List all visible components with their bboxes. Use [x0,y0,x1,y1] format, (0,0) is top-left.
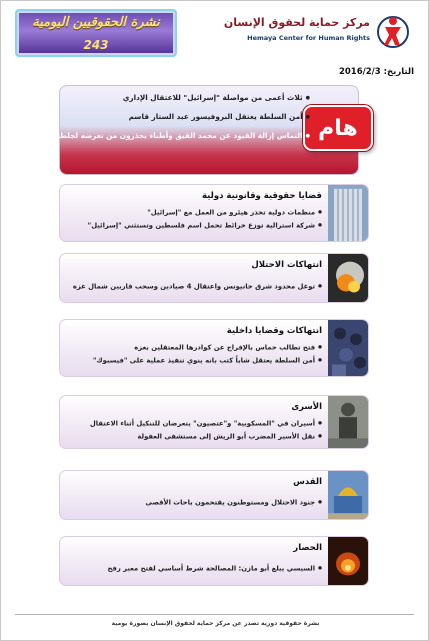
section-news-list [87,564,322,577]
important-news-item: ● ثلاث أعمى من مواصلة "إسرائيل" للاعتقال الإداري [80,93,310,103]
important-badge-label: هام [318,115,358,141]
section-news-list [72,282,322,295]
fire-explosion-photo [328,254,368,302]
news-item: ● توغل محدود شرق خانيونس واعتقال 4 صيادين وسحب قاربين شمال غزة [87,282,322,292]
news-item: ● أمن السلطة يعتقل شاباً كتب بانه ينوي تنفيذ عملية على "فيسبوك" [87,356,322,366]
section-title: قضايا حقوقية وقانونية دولية [202,191,322,201]
section-title: انتهاكات وقضايا داخلية [226,326,322,336]
important-news-list [55,93,310,150]
important-news-item: ● أمن السلطة يعتقل البروفيسور عبد الستار قاسم [80,112,310,122]
org-name-english: Hemaya Center for Human Rights [247,34,370,42]
section-international-rights [59,184,369,242]
news-item: ● أسيران في "المسكوبية" و"عتصيون" يتعرضان للتنكيل أثناء الاعتقال [87,419,322,429]
news-item: ● السيسي يبلغ أبو مازن: المصالحة شرط أساسي لفتح معبر رفح [87,564,322,574]
issue-number: 243 [83,38,109,52]
org-logo-block [216,11,416,53]
footer-divider [15,614,414,615]
section-siege [59,536,369,586]
newsletter-title-banner [15,9,177,57]
section-prisoners [59,395,369,449]
section-title: القدس [293,477,322,487]
section-occupation-violations [59,253,369,303]
newsletter-title: نشرة الحقوقيين اليومية [32,15,160,30]
news-item: ● منظمات دولية تحذر هيئرو من العمل مع "إسرائيل" [87,208,322,218]
news-item: ● جنود الاحتلال ومستوطنون يقتحمون باحات الأقصى [87,498,322,508]
section-news-list [87,498,322,511]
section-internal-issues [59,319,369,377]
security-forces-photo [328,320,368,376]
org-name-arabic: مركز حماية لحقوق الإنسان [223,16,370,29]
footer-text: نشرة حقوقية دورية تصدر عن مركز حماية لحقوق الإنسان بصورة يومية [111,620,320,627]
office-building-photo [328,185,368,241]
news-item: ● شركة استرالية توزع خرائط تحمل اسم فلسطين وتستثني "إسرائيل" [87,221,322,231]
important-news-item: ● التماس إزالة القيود عن محمد القيق وأطباء يحذرون من تعرضه لجلطة [80,131,310,141]
org-logo-icon [376,13,410,51]
news-item: ● نقل الأسير المضرب أبو الريش إلى مستشفى العفولة [87,432,322,442]
dome-of-the-rock-photo [328,471,368,519]
prisoners-photo [328,396,368,448]
section-news-list [87,343,322,368]
section-title: الأسرى [291,402,322,412]
section-title: الحصار [293,543,322,553]
section-news-list [87,419,322,444]
fire-night-photo [328,537,368,585]
important-badge [303,105,373,151]
section-title: انتهاكات الاحتلال [251,260,322,270]
section-jerusalem [59,470,369,520]
issue-date: التاريخ: 2016/2/3 [338,67,414,77]
section-news-list [87,208,322,233]
news-item: ● فتح تطالب حماس بالإفراج عن كوادرها المعتقلين بغزة [87,343,322,353]
